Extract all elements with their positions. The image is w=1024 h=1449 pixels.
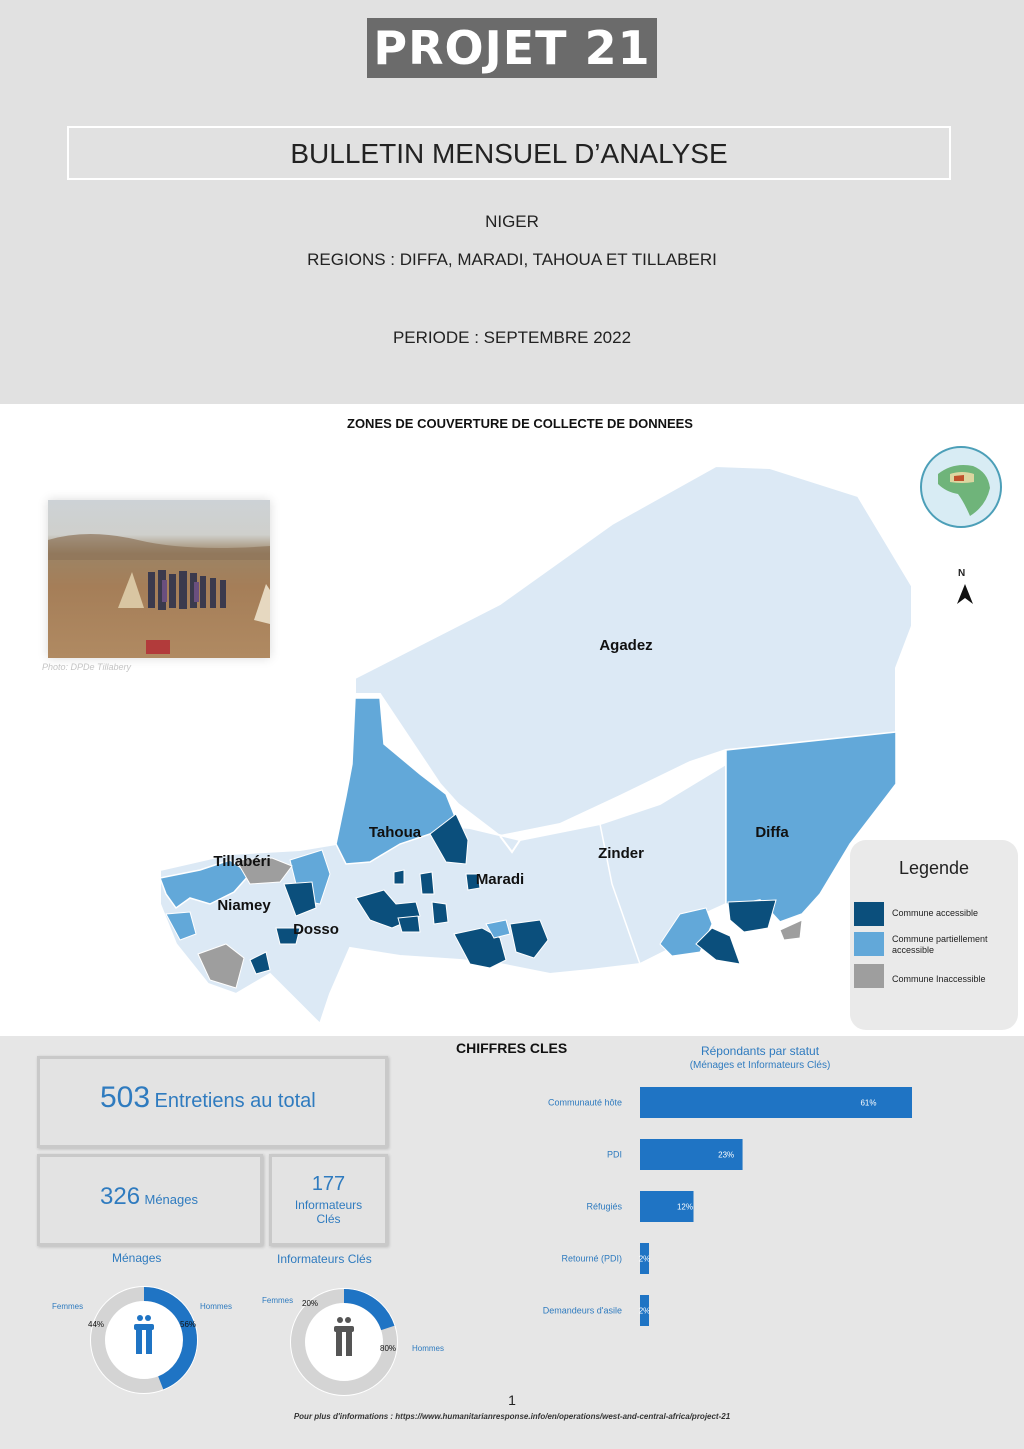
donut-ik-hommes-label: Hommes [412,1344,445,1353]
donut-menages-title: Ménages [112,1251,162,1265]
key-figures-section [0,1036,1024,1449]
total-label: Entretiens au total [154,1090,316,1112]
donut-menages-hommes-pct: 56% [180,1320,197,1329]
label-tillaberi: Tillabéri [213,853,271,870]
label-niamey: Niamey [217,897,271,914]
donut-ik-hommes-pct: 80% [380,1344,397,1353]
legend-label-partial: Commune partiellement accessible [892,934,988,955]
total-value: 503 [100,1081,151,1114]
bar-value-label: 2% [638,1254,651,1264]
map-section [0,404,1024,1036]
bar-category-label: PDI [606,1149,622,1160]
tahoua-accessible-6 [420,872,434,894]
ik-label-2: Clés [316,1212,341,1226]
bar-category-label: Demandeurs d'asile [542,1305,622,1316]
donut-menages-femmes-pct: 44% [88,1320,105,1329]
tahoua-accessible-5 [394,870,404,884]
bar-value-label: 61% [860,1098,877,1108]
label-tahoua: Tahoua [368,824,422,841]
donut-ik-title: Informateurs Clés [277,1252,372,1266]
menages-value: 326 [100,1183,141,1210]
legend-label-accessible: Commune accessible [892,908,979,918]
country: NIGER [485,212,539,231]
label-zinder: Zinder [598,845,644,862]
diffa-accessible-1 [728,900,776,932]
status-bar-chart [0,1076,1024,1336]
bar-value-label: 23% [718,1150,735,1160]
key-figures-title: CHIFFRES CLES [456,1040,568,1056]
label-dosso: Dosso [293,921,339,938]
ik-label-1: Informateurs [294,1198,363,1212]
donut-ik-femmes-label: Femmes [262,1296,294,1305]
label-agadez: Agadez [599,637,653,654]
label-diffa: Diffa [755,824,789,841]
bar-category-label: Communauté hôte [547,1097,622,1108]
page-number: 1 [508,1392,516,1408]
map-title: ZONES DE COUVERTURE DE COLLECTE DE DONNEES [347,416,693,431]
label-maradi: Maradi [475,871,525,888]
photo-credit: Photo: DPDe Tillabery [42,662,131,672]
logo: PROJET 21 [367,18,657,78]
footer-link[interactable]: Pour plus d'informations : https://www.humanitarianresponse.info/en/operations/west-and-central-africa/project-21 [293,1412,731,1421]
diffa-inaccessible [780,920,802,940]
header [0,0,1024,404]
legend-title: Legende [898,858,970,878]
bar-value-label: 12% [676,1202,693,1212]
chart-title: Répondants par statut [700,1044,820,1058]
legend-label-inaccessible: Commune Inaccessible [892,974,986,984]
tahoua-accessible-3 [432,902,448,924]
menages-label: Ménages [144,1192,198,1207]
donut-ik-femmes-pct: 20% [302,1299,319,1308]
regions: REGIONS : DIFFA, MARADI, TAHOUA ET TILLABERI [307,250,717,269]
legend-swatch-partial [854,932,884,956]
legend-swatch-accessible [854,902,884,926]
legend-swatch-inaccessible [854,964,884,988]
bar-value-label: 2% [638,1306,651,1316]
map-legend [850,840,1018,1030]
donut-menages-femmes-label: Femmes [52,1302,84,1311]
north-label: N [958,568,966,579]
ik-value: 177 [311,1173,346,1195]
bar-category-label: Retourné (PDI) [561,1253,622,1264]
donut-menages-hommes-label: Hommes [200,1302,233,1311]
period: PERIODE : SEPTEMBRE 2022 [392,328,632,347]
bar-category-label: Réfugiés [586,1201,622,1212]
chart-subtitle: (Ménages et Informateurs Clés) [689,1060,831,1071]
page-title: BULLETIN MENSUEL D’ANALYSE [67,126,951,180]
tahoua-accessible-4 [398,916,420,932]
